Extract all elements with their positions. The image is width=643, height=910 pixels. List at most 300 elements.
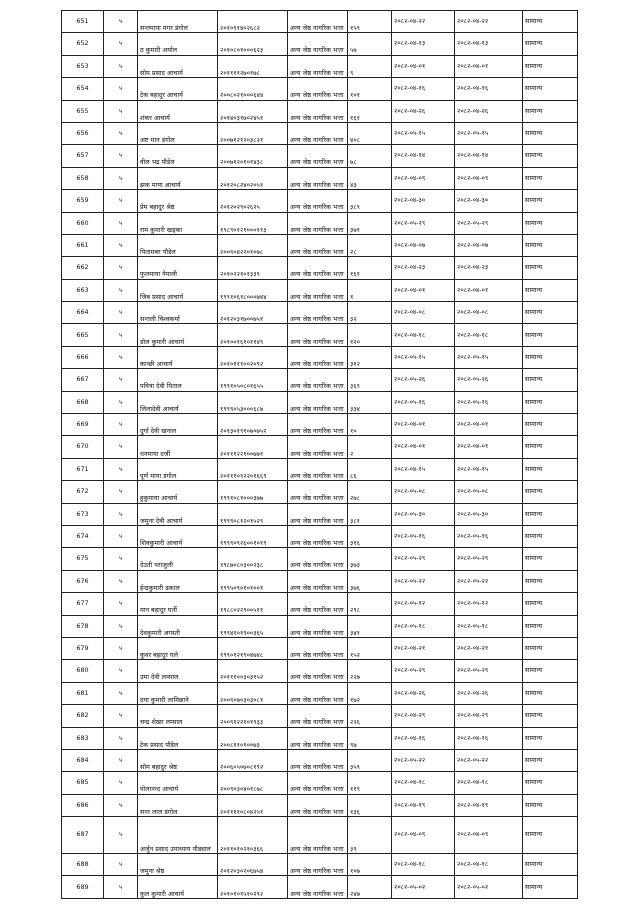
end-date-cell: २०८२-०४-०७ (455, 234, 523, 256)
serial-number-cell: 677 (62, 593, 104, 615)
record-count-cell: १ (348, 279, 392, 301)
category-cell: सामान्य (523, 369, 578, 391)
allowance-type-cell: अन्य जेष्ठ नागरिक भत्ता (288, 682, 348, 704)
category-cell: सामान्य (523, 727, 578, 749)
serial-number-cell: 685 (62, 772, 104, 794)
allowance-type-cell: अन्य जेष्ठ नागरिक भत्ता (288, 615, 348, 637)
start-date-cell: २०८२-०४-२६ (392, 100, 455, 122)
end-date-cell: २०८२-०४-१८ (455, 772, 523, 794)
identity-number-cell: २०११११०८०४२५१ (218, 794, 288, 816)
table-row (62, 257, 578, 279)
allowance-type-cell: अन्य जेष्ठ नागरिक भत्ता (288, 660, 348, 682)
record-count-cell: २२७ (348, 660, 392, 682)
category-cell: सामान्य (523, 481, 578, 503)
identity-number-cell: १९८९०१२१०००११३ (218, 212, 288, 234)
allowance-type-cell: अन्य जेष्ठ नागरिक भत्ता (288, 817, 348, 854)
end-date-cell: २०८२-०४-२२ (455, 11, 523, 33)
end-date-cell: २०८२-०५-२९ (455, 660, 523, 682)
start-date-cell: २०८२-०५-१५ (392, 346, 455, 368)
allowance-type-cell: अन्य जेष्ठ नागरिक भत्ता (288, 503, 348, 525)
record-count-cell: ८६ (348, 458, 392, 480)
serial-number-cell: 657 (62, 145, 104, 167)
table-row (62, 190, 578, 212)
end-date-cell: २०८२-०४-०८ (455, 302, 523, 324)
serial-number-cell: 674 (62, 525, 104, 547)
allowance-type-cell: अन्य जेष्ठ नागरिक भत्ता (288, 637, 348, 659)
ward-number-cell: ५ (104, 682, 138, 704)
allowance-type-cell: अन्य जेष्ठ नागरिक भत्ता (288, 346, 348, 368)
allowance-type-cell: अन्य जेष्ठ नागरिक भत्ता (288, 593, 348, 615)
record-count-cell: ३८९ (348, 190, 392, 212)
beneficiary-name-cell: पवित्रा देवी घिताल (138, 369, 218, 391)
table-row (62, 414, 578, 436)
beneficiary-name-cell: शंकर आचार्य (138, 100, 218, 122)
identity-number-cell: २०१००१६१०११४९ (218, 324, 288, 346)
allowance-type-cell: अन्य जेष्ठ नागरिक भत्ता (288, 100, 348, 122)
ward-number-cell: ५ (104, 570, 138, 592)
end-date-cell: २०८२-०५-०२ (455, 876, 523, 898)
identity-number-cell: १९९०१२१९०४७४८ (218, 637, 288, 659)
table-row (62, 346, 578, 368)
table-row (62, 749, 578, 771)
start-date-cell: २०८२-०४-१४ (392, 145, 455, 167)
record-count-cell: ३१२ (348, 346, 392, 368)
identity-number-cell: २००८११०१००७३ (218, 727, 288, 749)
start-date-cell: २०८२-०४-२१ (392, 637, 455, 659)
category-cell: सामान्य (523, 257, 578, 279)
beneficiary-name-cell: वील भद्र पौडेल (138, 145, 218, 167)
ward-number-cell: ५ (104, 436, 138, 458)
serial-number-cell: 678 (62, 615, 104, 637)
ward-number-cell: ५ (104, 817, 138, 854)
end-date-cell: २०८२-०४-३० (455, 190, 523, 212)
start-date-cell: २०८२-०४-२६ (392, 682, 455, 704)
start-date-cell: २०८२-०४-०९ (392, 817, 455, 854)
beneficiary-name-cell: राम कुमारी खड्का (138, 212, 218, 234)
table-row (62, 727, 578, 749)
ward-number-cell: ५ (104, 78, 138, 100)
start-date-cell: २०८२-०४-०१ (392, 55, 455, 77)
end-date-cell: २०८२-०४-१८ (455, 854, 523, 876)
category-cell: सामान्य (523, 503, 578, 525)
beneficiary-name-cell: पूर्ण माया डंगोल (138, 458, 218, 480)
identity-number-cell: २०१०९१४०२६८२ (218, 11, 288, 33)
allowance-type-cell: अन्य जेष्ठ नागरिक भत्ता (288, 302, 348, 324)
record-count-cell: ११९ (348, 772, 392, 794)
record-count-cell: १५२ (348, 637, 392, 659)
identity-number-cell: १९९४१०१९००३६५ (218, 615, 288, 637)
ward-number-cell: ५ (104, 234, 138, 256)
table-row (62, 122, 578, 144)
start-date-cell: २०८२-०५-२६ (392, 369, 455, 391)
ward-number-cell: ५ (104, 660, 138, 682)
table-row (62, 212, 578, 234)
record-count-cell: ३८१ (348, 503, 392, 525)
allowance-type-cell: अन्य जेष्ठ नागरिक भत्ता (288, 414, 348, 436)
ward-number-cell: ५ (104, 346, 138, 368)
beneficiary-name-cell: सोम प्रसाद आचार्य (138, 55, 218, 77)
category-cell: सामान्य (523, 548, 578, 570)
end-date-cell: २०८२-०४-०१ (455, 414, 523, 436)
serial-number-cell: 680 (62, 660, 104, 682)
ward-number-cell: ५ (104, 212, 138, 234)
end-date-cell: २०८२-०४-०१ (455, 55, 523, 77)
serial-number-cell: 665 (62, 324, 104, 346)
category-cell: सामान्य (523, 167, 578, 189)
category-cell: सामान्य (523, 660, 578, 682)
end-date-cell: २०८२-०४-०९ (455, 817, 523, 854)
serial-number-cell: 671 (62, 458, 104, 480)
ward-number-cell: ५ (104, 749, 138, 771)
serial-number-cell: 673 (62, 503, 104, 525)
identity-number-cell: २०१२०८२४०२०५१ (218, 167, 288, 189)
allowance-type-cell: अन्य जेष्ठ नागरिक भत्ता (288, 55, 348, 77)
category-cell: सामान्य (523, 78, 578, 100)
start-date-cell: २०८२-०४-२३ (392, 257, 455, 279)
end-date-cell: २०८२-०४-१४ (455, 145, 523, 167)
allowance-type-cell: अन्य जेष्ठ नागरिक भत्ता (288, 391, 348, 413)
record-count-cell: ३६९ (348, 369, 392, 391)
ward-number-cell: ५ (104, 190, 138, 212)
identity-number-cell: २०१२०२९०२६२५ (218, 190, 288, 212)
beneficiary-name-cell: हुकुमाया आचार्य (138, 481, 218, 503)
serial-number-cell: 672 (62, 481, 104, 503)
end-date-cell: २०८२-०४-१८ (455, 324, 523, 346)
allowance-type-cell: अन्य जेष्ठ नागरिक भत्ता (288, 705, 348, 727)
allowance-type-cell: अन्य जेष्ठ नागरिक भत्ता (288, 279, 348, 301)
record-count-cell: १०१ (348, 78, 392, 100)
start-date-cell: २०८२-०५-२२ (392, 570, 455, 592)
ward-number-cell: ५ (104, 615, 138, 637)
allowance-type-cell: अन्य जेष्ठ नागरिक भत्ता (288, 772, 348, 794)
beneficiary-name-cell: टेक बहादुर आचार्य (138, 78, 218, 100)
table-row (62, 548, 578, 570)
start-date-cell: २०८२-०४-०७ (392, 234, 455, 256)
start-date-cell: २०८२-०४-०९ (392, 167, 455, 189)
end-date-cell: २०८२-०५-१६ (455, 525, 523, 547)
record-count-cell: ३७३ (348, 548, 392, 570)
identity-number-cell: २००७१२०१०१४३८ (218, 145, 288, 167)
record-count-cell: २२६ (348, 705, 392, 727)
category-cell: सामान्य (523, 100, 578, 122)
record-count-cell: ५७ (348, 33, 392, 55)
ward-number-cell: ५ (104, 279, 138, 301)
beneficiary-name-cell: पितामबर पौडेल (138, 234, 218, 256)
category-cell: सामान्य (523, 212, 578, 234)
beneficiary-table-page (61, 10, 577, 899)
identity-number-cell: १९९१०६१८०००७४४ (218, 279, 288, 301)
beneficiary-name-cell: प्रेम बहादुर श्रेष्ठ (138, 190, 218, 212)
allowance-type-cell: अन्य जेष्ठ नागरिक भत्ता (288, 749, 348, 771)
allowance-type-cell: अन्य जेष्ठ नागरिक भत्ता (288, 794, 348, 816)
serial-number-cell: 662 (62, 257, 104, 279)
table-row (62, 167, 578, 189)
end-date-cell: २०८२-०४-१९ (455, 794, 523, 816)
beneficiary-table (61, 10, 578, 899)
table-body (62, 11, 578, 899)
serial-number-cell: 663 (62, 279, 104, 301)
beneficiary-name-cell: शिवकुमारी आचार्य (138, 525, 218, 547)
serial-number-cell: 654 (62, 78, 104, 100)
start-date-cell: २०८२-०५-१८ (392, 615, 455, 637)
beneficiary-name-cell: सन्तमाया मगर डंगोल (138, 11, 218, 33)
category-cell: सामान्य (523, 11, 578, 33)
category-cell: सामान्य (523, 637, 578, 659)
serial-number-cell: 683 (62, 727, 104, 749)
identity-number-cell: २०१२०३१७००७५१ (218, 302, 288, 324)
beneficiary-name-cell: फुलमाया नेपाली (138, 257, 218, 279)
identity-number-cell: १९९५०९०१०१००१ (218, 570, 288, 592)
ward-number-cell: ५ (104, 548, 138, 570)
allowance-type-cell: अन्य जेष्ठ नागरिक भत्ता (288, 481, 348, 503)
start-date-cell: २०८२-०४-१५ (392, 458, 455, 480)
table-row (62, 302, 578, 324)
beneficiary-name-cell: कान्छी आचार्य (138, 346, 218, 368)
start-date-cell: २०८२-०५-०२ (392, 876, 455, 898)
ward-number-cell: ५ (104, 302, 138, 324)
ward-number-cell: ५ (104, 167, 138, 189)
category-cell: सामान्य (523, 876, 578, 898)
serial-number-cell: 669 (62, 414, 104, 436)
record-count-cell: १३६ (348, 794, 392, 816)
category-cell: सामान्य (523, 279, 578, 301)
category-cell: सामान्य (523, 391, 578, 413)
end-date-cell: २०८२-०५-३० (455, 503, 523, 525)
identity-number-cell: १९९९०९२६००१०१९ (218, 525, 288, 547)
category-cell: सामान्य (523, 705, 578, 727)
allowance-type-cell: अन्य जेष्ठ नागरिक भत्ता (288, 212, 348, 234)
record-count-cell: ३७१ (348, 212, 392, 234)
serial-number-cell: 661 (62, 234, 104, 256)
identity-number-cell: २०१११०९२२०१६६९ (218, 458, 288, 480)
identity-number-cell: २०११०१०२१०३६६ (218, 817, 288, 854)
identity-number-cell: २०१२०३०२०६७५४ (218, 854, 288, 876)
record-count-cell: १०७ (348, 854, 392, 876)
beneficiary-name-cell: सन्तली विश्वकर्मा (138, 302, 218, 324)
table-row (62, 637, 578, 659)
end-date-cell: २०८२-०५-१५ (455, 122, 523, 144)
allowance-type-cell: अन्य जेष्ठ नागरिक भत्ता (288, 11, 348, 33)
end-date-cell: २०८२-०४-२३ (455, 257, 523, 279)
category-cell: सामान्य (523, 593, 578, 615)
serial-number-cell: 666 (62, 346, 104, 368)
table-row (62, 234, 578, 256)
beneficiary-name-cell: दया कुमारी लामिछाने (138, 682, 218, 704)
start-date-cell: २०८२-०५-२९ (392, 212, 455, 234)
category-cell: सामान्य (523, 346, 578, 368)
ward-number-cell: ५ (104, 458, 138, 480)
serial-number-cell: 687 (62, 817, 104, 854)
beneficiary-name-cell: मान बहादुर घर्ती (138, 593, 218, 615)
category-cell: सामान्य (523, 458, 578, 480)
start-date-cell: २०८२-०४-१३ (392, 33, 455, 55)
start-date-cell: २०८२-०४-०१ (392, 436, 455, 458)
table-row (62, 100, 578, 122)
ward-number-cell: ५ (104, 705, 138, 727)
record-count-cell: १६१ (348, 100, 392, 122)
table-row (62, 324, 578, 346)
beneficiary-name-cell: धनमाया दर्जी (138, 436, 218, 458)
end-date-cell: २०८२-०५-१२ (455, 593, 523, 615)
serial-number-cell: 689 (62, 876, 104, 898)
end-date-cell: २०८२-०४-२१ (455, 637, 523, 659)
ward-number-cell: ५ (104, 391, 138, 413)
end-date-cell: २०८२-०५-२२ (455, 749, 523, 771)
record-count-cell: ४०८ (348, 122, 392, 144)
record-count-cell: ३१६ (348, 525, 392, 547)
end-date-cell: २०८२-०४-१५ (455, 458, 523, 480)
table-row (62, 481, 578, 503)
category-cell: सामान्य (523, 854, 578, 876)
end-date-cell: २०८२-०४-२६ (455, 100, 523, 122)
category-cell: सामान्य (523, 570, 578, 592)
start-date-cell: २०८२-०५-३० (392, 503, 455, 525)
start-date-cell: २०८२-०४-०८ (392, 302, 455, 324)
category-cell: सामान्य (523, 324, 578, 346)
table-row (62, 503, 578, 525)
serial-number-cell: 659 (62, 190, 104, 212)
identity-number-cell: २००९०४२२०१०७८ (218, 234, 288, 256)
end-date-cell: २०८२-०४-२६ (455, 682, 523, 704)
table-row (62, 705, 578, 727)
ward-number-cell: ५ (104, 369, 138, 391)
identity-number-cell: १९९१०८१०००३७७ (218, 481, 288, 503)
identity-number-cell: २००७१२१२०३८२१ (218, 122, 288, 144)
category-cell: सामान्य (523, 794, 578, 816)
ward-number-cell: ५ (104, 33, 138, 55)
start-date-cell: २०८२-०४-३० (392, 190, 455, 212)
record-count-cell: १६१ (348, 257, 392, 279)
ward-number-cell: ५ (104, 637, 138, 659)
start-date-cell: २०८२-०४-०१ (392, 279, 455, 301)
serial-number-cell: 653 (62, 55, 104, 77)
allowance-type-cell: अन्य जेष्ठ नागरिक भत्ता (288, 548, 348, 570)
table-row (62, 876, 578, 898)
table-row (62, 525, 578, 547)
category-cell: सामान्य (523, 234, 578, 256)
allowance-type-cell: अन्य जेष्ठ नागरिक भत्ता (288, 234, 348, 256)
category-cell: सामान्य (523, 302, 578, 324)
record-count-cell: १० (348, 414, 392, 436)
ward-number-cell: ५ (104, 257, 138, 279)
ward-number-cell: ५ (104, 503, 138, 525)
start-date-cell: २०८२-०४-२९ (392, 705, 455, 727)
beneficiary-name-cell: कुल कुमारी आचार्य (138, 876, 218, 898)
identity-number-cell: २००९०७०३०३०८१ (218, 682, 288, 704)
beneficiary-name-cell: दुर्गा देवी खनाल (138, 414, 218, 436)
record-count-cell: ७८ (348, 145, 392, 167)
allowance-type-cell: अन्य जेष्ठ नागरिक भत्ता (288, 727, 348, 749)
serial-number-cell: 688 (62, 854, 104, 876)
beneficiary-name-cell: अर्जुन प्रसाद उपाध्याय पौड्याल (138, 817, 218, 854)
category-cell: सामान्य (523, 749, 578, 771)
identity-number-cell: २०१४०३१७०२४५१ (218, 100, 288, 122)
beneficiary-name-cell: सोम बहादुर श्रेष्ठ (138, 749, 218, 771)
identity-number-cell: २०१०२२१०१३३९ (218, 257, 288, 279)
record-count-cell: २९८ (348, 593, 392, 615)
allowance-type-cell: अन्य जेष्ठ नागरिक भत्ता (288, 78, 348, 100)
identity-number-cell: २०१०१११००२०९२ (218, 346, 288, 368)
serial-number-cell: 676 (62, 570, 104, 592)
identity-number-cell: २००९१२२१०१९३३ (218, 705, 288, 727)
record-count-cell: १७२ (348, 682, 392, 704)
category-cell: सामान्य (523, 682, 578, 704)
allowance-type-cell: अन्य जेष्ठ नागरिक भत्ता (288, 122, 348, 144)
category-cell: सामान्य (523, 772, 578, 794)
table-row (62, 369, 578, 391)
category-cell: सामान्य (523, 436, 578, 458)
record-count-cell: २७८ (348, 481, 392, 503)
end-date-cell: २०८२-०४-०१ (455, 436, 523, 458)
ward-number-cell: ५ (104, 122, 138, 144)
beneficiary-name-cell: सन्त लाल डंगोल (138, 794, 218, 816)
category-cell: सामान्य (523, 55, 578, 77)
beneficiary-name-cell: देवकुमारी अगस्ती (138, 615, 218, 637)
identity-number-cell: १९९१०५०८०१६५५ (218, 369, 288, 391)
beneficiary-name-cell: लिलादेवी आचार्य (138, 391, 218, 413)
start-date-cell: २०८२-०५-१६ (392, 525, 455, 547)
identity-number-cell: २००९०३०४०१८७८ (218, 772, 288, 794)
start-date-cell: २०८२-०५-२२ (392, 749, 455, 771)
ward-number-cell: ५ (104, 772, 138, 794)
record-count-cell: ३३४ (348, 391, 392, 413)
end-date-cell: २०८२-०४-०१ (455, 279, 523, 301)
beneficiary-name-cell: पोलानन्द आचार्य (138, 772, 218, 794)
ward-number-cell: ५ (104, 100, 138, 122)
table-row (62, 33, 578, 55)
ward-number-cell: ५ (104, 525, 138, 547)
record-count-cell: २४७ (348, 876, 392, 898)
start-date-cell: २०८२-०५-१५ (392, 122, 455, 144)
identity-number-cell: २०१०८०१०००६२३ (218, 33, 288, 55)
serial-number-cell: 655 (62, 100, 104, 122)
ward-number-cell: ५ (104, 11, 138, 33)
allowance-type-cell: अन्य जेष्ठ नागरिक भत्ता (288, 167, 348, 189)
record-count-cell: ३५९ (348, 749, 392, 771)
record-count-cell: १५९ (348, 11, 392, 33)
serial-number-cell: 658 (62, 167, 104, 189)
beneficiary-name-cell: चन्द्र शेखर लम्साल (138, 705, 218, 727)
table-row (62, 436, 578, 458)
beneficiary-name-cell: झक माया आचार्य (138, 167, 218, 189)
start-date-cell: २०८२-०४-१८ (392, 854, 455, 876)
end-date-cell: २०८२-०५-२९ (455, 212, 523, 234)
start-date-cell: २०८२-०५-२९ (392, 660, 455, 682)
beneficiary-name-cell: जमुना श्रेष्ठ (138, 854, 218, 876)
end-date-cell: २०८२-०५-२९ (455, 548, 523, 570)
serial-number-cell: 660 (62, 212, 104, 234)
table-row (62, 78, 578, 100)
identity-number-cell: २०११११२७०१७८ (218, 55, 288, 77)
serial-number-cell: 652 (62, 33, 104, 55)
beneficiary-name-cell: कुवर बहादुर घले (138, 637, 218, 659)
ward-number-cell: ५ (104, 145, 138, 167)
allowance-type-cell: अन्य जेष्ठ नागरिक भत्ता (288, 458, 348, 480)
record-count-cell: ९ (348, 55, 392, 77)
category-cell: सामान्य (523, 817, 578, 854)
identity-number-cell: २०१११२२१००७७१ (218, 436, 288, 458)
serial-number-cell: 656 (62, 122, 104, 144)
table-row (62, 279, 578, 301)
end-date-cell: २०८२-०५-०८ (455, 481, 523, 503)
beneficiary-name-cell: जमुना देवी आचार्य (138, 503, 218, 525)
table-row (62, 391, 578, 413)
allowance-type-cell: अन्य जेष्ठ नागरिक भत्ता (288, 324, 348, 346)
category-cell: सामान्य (523, 33, 578, 55)
beneficiary-name-cell: ठ कुमारी अर्याल (138, 33, 218, 55)
allowance-type-cell: अन्य जेष्ठ नागरिक भत्ता (288, 33, 348, 55)
serial-number-cell: 682 (62, 705, 104, 727)
